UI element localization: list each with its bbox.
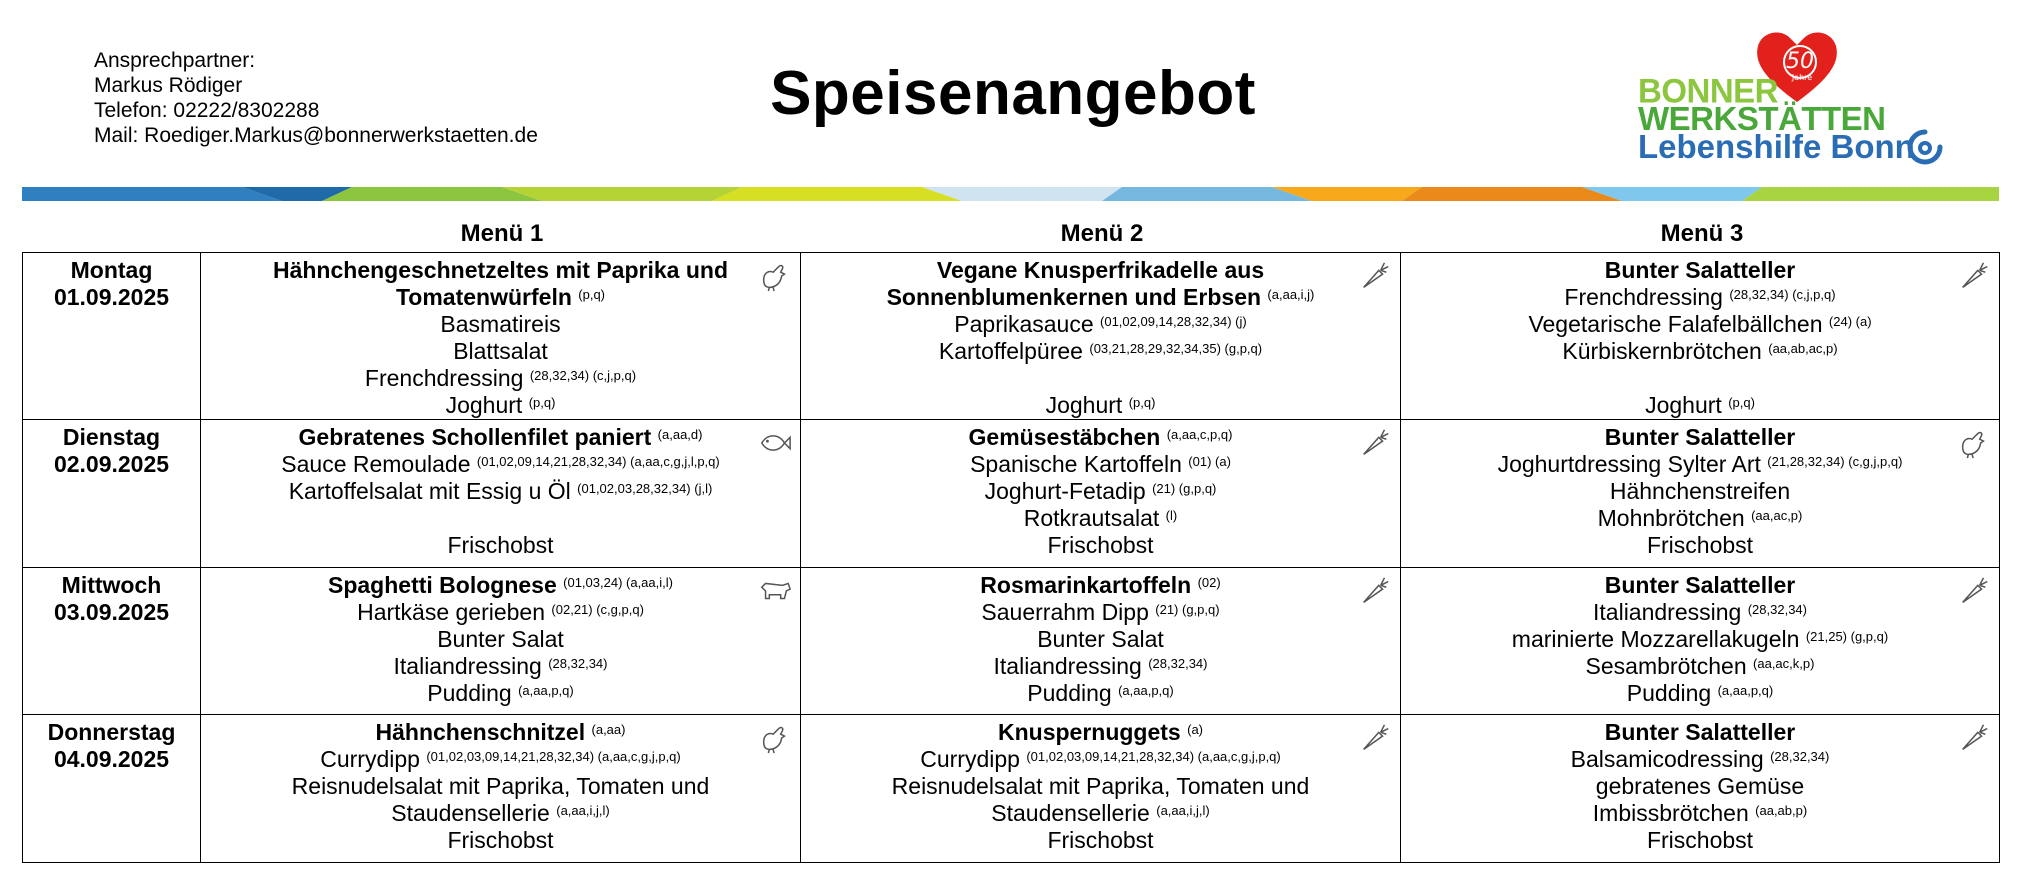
allergen-codes: (01) (a): [1188, 454, 1231, 469]
dish-item: [1449, 827, 1951, 854]
dish-main-name: Bunter Salatteller: [1604, 424, 1796, 450]
dish-item: [249, 773, 752, 800]
day-cell: [23, 567, 201, 715]
dish-main: [1449, 572, 1951, 599]
day-date: 01.09.2025: [53, 284, 170, 310]
allergen-codes: (02,21) (c,g,p,q): [551, 601, 644, 617]
dish-item-name: Frenchdressing: [364, 365, 524, 391]
day-name: Dienstag: [62, 424, 161, 450]
allergen-codes: (28,32,34): [1148, 655, 1208, 671]
dish-item-name: gebratenes Gemüse: [1595, 773, 1805, 799]
menu-row: [23, 567, 2000, 715]
allergen-codes: (p,q): [1128, 395, 1156, 410]
dish-item-name: marinierte Mozzarellakugeln: [1511, 625, 1800, 652]
carrot-icon: [1358, 426, 1392, 460]
dish-item-name: Kürbiskernbrötchen: [1562, 338, 1762, 364]
dish-item-name: Joghurt: [1045, 392, 1123, 418]
dish-item-name: Sesambrötchen: [1585, 652, 1747, 679]
dish-item-name: Italiandressing: [393, 652, 542, 679]
menu-table: [22, 252, 2000, 863]
dish-main: [249, 719, 752, 746]
day-cell: [23, 715, 201, 863]
dish-item: [249, 392, 752, 419]
dish-item-name: Bunter Salat: [437, 625, 564, 652]
dish-item: [849, 338, 1352, 365]
logo-line1: BONNER: [1638, 71, 1779, 110]
allergen-codes: (a,aa,c,p,q): [1166, 427, 1233, 442]
dish-main-name: Gemüsestäbchen: [968, 424, 1161, 450]
dish-main: [1449, 719, 1951, 746]
menu-1-cell: [201, 715, 801, 863]
dish-item-name: Italiandressing: [993, 652, 1142, 679]
menu-2-cell: [801, 253, 1401, 420]
dish-item: [849, 746, 1352, 773]
menu-2-cell: [801, 567, 1401, 715]
dish-item: [249, 746, 752, 773]
dish-item-name: Bunter Salat: [1037, 625, 1164, 652]
dish-item: [849, 451, 1352, 478]
allergen-codes: (01,02,09,14,28,32,34) (j): [1100, 314, 1247, 329]
dish-item-name: Mohnbrötchen: [1597, 505, 1745, 531]
menu-2-cell: [801, 715, 1401, 863]
dish-item-name: Sauerrahm Dipp: [981, 598, 1149, 625]
day-name: Donnerstag: [47, 719, 176, 745]
dish-item-name: Pudding: [1626, 679, 1712, 706]
dish-item-name: Staudensellerie: [991, 800, 1150, 826]
dish-main-name: Bunter Salatteller: [1604, 257, 1796, 283]
dish-item-name: Frischobst: [1047, 827, 1154, 853]
allergen-codes: (a,aa,d): [657, 427, 703, 442]
allergen-codes: (28,32,34) (c,j,p,q): [529, 368, 637, 383]
dish-item-name: Kartoffelsalat mit Essig u Öl: [288, 478, 571, 504]
page-title: Speisenangebot: [770, 59, 1256, 128]
dish-item-name: Joghurt-Fetadip: [984, 478, 1146, 504]
allergen-codes: (02): [1197, 574, 1221, 590]
dish-item: [1449, 653, 1951, 680]
dish-item-name: Imbissbrötchen: [1592, 800, 1749, 826]
dish-main: [249, 257, 752, 311]
dish-item-name: Balsamicodressing: [1570, 746, 1764, 772]
dish-item-name: Paprikasauce: [954, 311, 1094, 337]
lebenshilfe-icon: [1906, 128, 1944, 166]
allergen-codes: (28,32,34): [1747, 601, 1807, 617]
dish-item: [1449, 451, 1951, 478]
dish-item: [1449, 773, 1951, 800]
dish-item-name: Blattsalat: [453, 338, 548, 364]
day-date: 02.09.2025: [53, 451, 170, 477]
allergen-codes: (aa,ab,p): [1755, 803, 1808, 818]
dish-item: [849, 478, 1352, 505]
dish-item: [1449, 505, 1951, 532]
dish-item: [249, 311, 752, 338]
dish-item-name: Pudding: [1027, 679, 1112, 706]
dish-item: [849, 626, 1352, 653]
carrot-icon: [1358, 574, 1392, 608]
menu-3-cell: [1401, 715, 2000, 863]
day-cell: [23, 253, 201, 420]
allergen-codes: (p,q): [528, 395, 556, 410]
dish-main: [849, 424, 1352, 451]
dish-item: [1449, 599, 1951, 626]
contact-label: Ansprechpartner:: [94, 49, 256, 72]
dish-item-name: Vegetarische Falafelbällchen: [1528, 311, 1823, 337]
column-header-menu-2: Menü 2: [1060, 220, 1144, 247]
carrot-icon: [1957, 259, 1991, 293]
allergen-codes: (28,32,34): [548, 655, 608, 671]
dish-item-name: Frischobst: [1646, 827, 1754, 853]
allergen-codes: (aa,ac,p): [1751, 508, 1803, 523]
dish-item: [849, 800, 1352, 827]
dish-item: [1449, 626, 1951, 653]
allergen-codes: (01,03,24) (a,aa,i,l): [563, 574, 673, 590]
allergen-codes: (28,32,34) (c,j,p,q): [1729, 287, 1836, 302]
dish-item: [249, 680, 752, 707]
decorative-stripe: [22, 187, 1999, 201]
dish-main: [1449, 257, 1951, 284]
column-header-menu-1: Menü 1: [460, 220, 544, 247]
dish-item: [849, 505, 1352, 532]
chicken-icon: [1957, 426, 1991, 460]
dish-item: [849, 392, 1352, 419]
dish-main-name: Vegane Knusperfrikadelle aus Sonnenblumenkernen und Erbsen: [886, 257, 1265, 310]
allergen-codes: (01,02,03,09,14,21,28,32,34) (a,aa,c,g,j,p,q): [1026, 749, 1281, 764]
dish-item-name: Staudensellerie: [391, 800, 550, 826]
dish-item-name: Hähnchenstreifen: [1609, 478, 1791, 504]
allergen-codes: (a,aa): [591, 722, 626, 737]
logo-line2: WERKSTÄTTEN: [1638, 100, 1886, 137]
allergen-codes: (28,32,34): [1770, 749, 1830, 764]
allergen-codes: (p,q): [578, 287, 606, 302]
allergen-codes: (aa,ac,k,p): [1753, 655, 1815, 671]
dish-item: [849, 311, 1352, 338]
allergen-codes: (21) (g,p,q): [1152, 481, 1217, 496]
logo-line3: Lebenshilfe Bonn: [1638, 128, 1915, 165]
dish-main: [249, 572, 752, 599]
dish-item-name: Sauce Remoulade: [281, 451, 471, 477]
allergen-codes: (a): [1187, 722, 1203, 737]
allergen-codes: (21,28,32,34) (c,g,j,p,q): [1767, 454, 1903, 469]
dish-main: [849, 719, 1352, 746]
dish-item-name: Joghurtdressing Sylter Art: [1497, 451, 1761, 477]
allergen-codes: (01,02,09,14,21,28,32,34) (a,aa,c,g,j,l,p,q): [476, 454, 720, 469]
allergen-codes: (24) (a): [1828, 314, 1872, 329]
dish-item-name: Frischobst: [1646, 532, 1754, 558]
dish-item: [1449, 311, 1951, 338]
dish-main-name: Hähnchengeschnetzeltes mit Paprika und Tomatenwürfeln: [272, 257, 728, 310]
day-cell: [23, 420, 201, 568]
dish-main-name: Spaghetti Bolognese: [328, 571, 557, 598]
dish-item-name: Reisnudelsalat mit Paprika, Tomaten und: [891, 773, 1310, 799]
menu-row: [23, 715, 2000, 863]
dish-item: [849, 827, 1352, 854]
dish-item: [249, 532, 752, 559]
dish-item-name: Italiandressing: [1593, 598, 1742, 625]
carrot-icon: [1957, 574, 1991, 608]
day-date: 03.09.2025: [53, 598, 170, 625]
dish-item-name: Pudding: [427, 679, 512, 706]
allergen-codes: (01,02,03,28,32,34) (j,l): [577, 481, 713, 496]
dish-item-name: Joghurt: [1645, 392, 1722, 418]
dish-item: [249, 338, 752, 365]
dish-item: [249, 365, 752, 392]
dish-main: [849, 257, 1352, 311]
menu-row: [23, 420, 2000, 568]
contact-phone: Telefon: 02222/8302288: [94, 99, 320, 122]
fish-icon: [758, 426, 792, 460]
dish-item-name: Frischobst: [447, 532, 554, 558]
dish-item-name: Basmatireis: [440, 311, 561, 337]
dish-main: [1449, 424, 1951, 451]
dish-item: [1449, 478, 1951, 505]
dish-item: [249, 505, 752, 532]
dish-item: [849, 773, 1352, 800]
dish-item: [849, 599, 1352, 626]
dish-item: [1449, 365, 1951, 392]
dish-main-name: Bunter Salatteller: [1604, 719, 1796, 745]
allergen-codes: (a,aa,i,j,l): [1156, 803, 1210, 818]
dish-item-name: Hartkäse gerieben: [357, 598, 546, 625]
cow-icon: [758, 574, 792, 608]
dish-item-name: Frenchdressing: [1564, 284, 1723, 310]
dish-item-name: Joghurt: [445, 392, 523, 418]
dish-item: [249, 451, 752, 478]
dish-item-name: Currydipp: [320, 746, 420, 772]
svg-text:Jahre: Jahre: [1791, 73, 1813, 82]
menu-3-cell: [1401, 420, 2000, 568]
allergen-codes: (p,q): [1728, 395, 1755, 410]
dish-item: [1449, 746, 1951, 773]
dish-item: [1449, 392, 1951, 419]
dish-item-name: Spanische Kartoffeln: [970, 451, 1182, 477]
dish-item: [1449, 338, 1951, 365]
dish-main-name: Knuspernuggets: [997, 719, 1181, 745]
dish-item: [1449, 800, 1951, 827]
menu-3-cell: [1401, 253, 2000, 420]
svg-text:50: 50: [1786, 49, 1814, 74]
allergen-codes: (a,aa,p,q): [518, 682, 574, 698]
menu-row: [23, 253, 2000, 420]
dish-item-name: Kartoffelpüree: [938, 338, 1083, 364]
dish-item: [849, 653, 1352, 680]
menu-1-cell: [201, 420, 801, 568]
dish-item-name: Currydipp: [920, 746, 1020, 772]
dish-item: [249, 599, 752, 626]
day-date: 04.09.2025: [53, 746, 170, 772]
menu-1-cell: [201, 253, 801, 420]
dish-item: [1449, 532, 1951, 559]
column-header-menu-3: Menü 3: [1660, 220, 1744, 247]
dish-item: [849, 532, 1352, 559]
dish-item-name: Frischobst: [1047, 532, 1154, 558]
allergen-codes: (03,21,28,29,32,34,35) (g,p,q): [1089, 341, 1263, 356]
allergen-codes: (a,aa,p,q): [1118, 682, 1174, 698]
allergen-codes: (01,02,03,09,14,21,28,32,34) (a,aa,c,g,j,p,q): [426, 749, 681, 764]
chicken-icon: [758, 259, 792, 293]
dish-main: [849, 572, 1352, 599]
dish-item-name: Rotkrautsalat: [1023, 505, 1160, 531]
allergen-codes: (a,aa,i,j): [1267, 287, 1315, 302]
day-name: Mittwoch: [61, 571, 162, 598]
menu-3-cell: [1401, 567, 2000, 715]
dish-item: [849, 680, 1352, 707]
dish-item-name: Frischobst: [447, 827, 554, 853]
allergen-codes: (21,25) (g,p,q): [1805, 628, 1889, 644]
dish-item: [849, 365, 1352, 392]
allergen-codes: (a,aa,p,q): [1717, 682, 1774, 698]
menu-2-cell: [801, 420, 1401, 568]
contact-mail: Mail: Roediger.Markus@bonnerwerkstaetten.de: [94, 124, 538, 147]
carrot-icon: [1358, 259, 1392, 293]
dish-item-name: Reisnudelsalat mit Paprika, Tomaten und: [291, 773, 710, 799]
allergen-codes: (l): [1165, 508, 1178, 523]
dish-main-name: Rosmarinkartoffeln: [980, 571, 1192, 598]
allergen-codes: (a,aa,i,j,l): [556, 803, 610, 818]
dish-main: [249, 424, 752, 451]
dish-item: [1449, 680, 1951, 707]
dish-item: [249, 653, 752, 680]
dish-main-name: Hähnchenschnitzel: [375, 719, 586, 745]
day-name: Montag: [70, 257, 153, 283]
contact-name: Markus Rödiger: [94, 74, 243, 97]
carrot-icon: [1358, 721, 1392, 755]
allergen-codes: (aa,ab,ac,p): [1768, 341, 1838, 356]
dish-item: [249, 827, 752, 854]
dish-main-name: Gebratenes Schollenfilet paniert: [298, 424, 652, 450]
logo: [1636, 28, 1966, 168]
allergen-codes: (21) (g,p,q): [1155, 601, 1220, 617]
dish-item: [249, 626, 752, 653]
dish-main-name: Bunter Salatteller: [1604, 571, 1796, 598]
menu-1-cell: [201, 567, 801, 715]
carrot-icon: [1957, 721, 1991, 755]
dish-item: [249, 478, 752, 505]
dish-item: [249, 800, 752, 827]
dish-item: [1449, 284, 1951, 311]
chicken-icon: [758, 721, 792, 755]
